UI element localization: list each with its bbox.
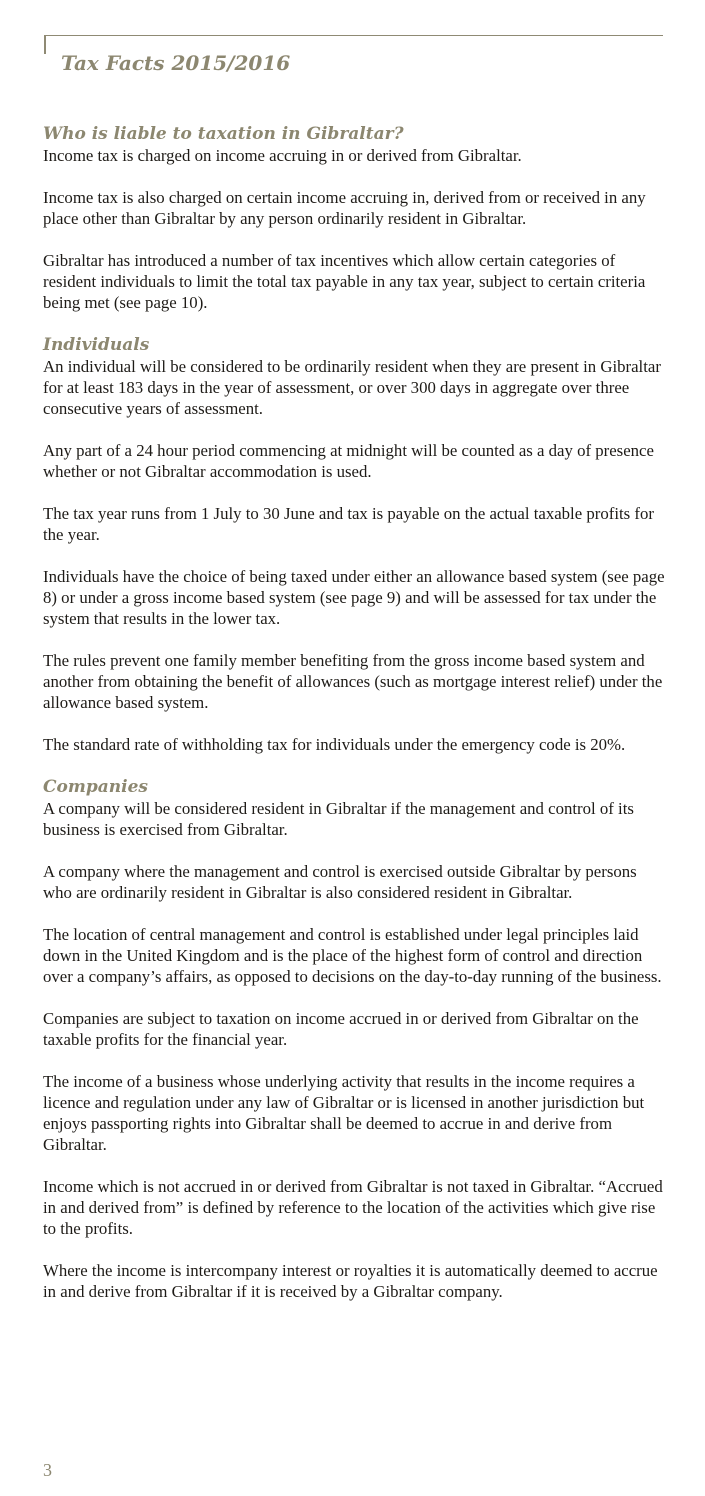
- paragraph: The standard rate of withholding tax for individuals under the emergency code is 20%.: [43, 735, 626, 754]
- paragraph: The location of central management and control is established under legal principles laid down in the United Kingdom and is the place of the highest form of control and direction over a company’s affairs, as opposed to decisions on the day-to-day running of the business.: [43, 925, 662, 986]
- paragraph: Income tax is also charged on certain income accruing in, derived from or received in any place other than Gibraltar by any person ordinarily resident in Gibraltar.: [43, 188, 646, 228]
- header-rule: [44, 35, 663, 36]
- section-individuals: [43, 334, 667, 755]
- paragraph: An individual will be considered to be ordinarily resident when they are present in Gibraltar for at least 183 days in the year of assessment, or over 300 days in aggregate over three consecutive years of assessment.: [43, 357, 661, 418]
- paragraph: The tax year runs from 1 July to 30 June and tax is payable on the actual taxable profits for the year.: [43, 504, 654, 544]
- section-liability: [43, 123, 667, 313]
- section-companies: [43, 776, 667, 1302]
- paragraph: Income which is not accrued in or derived from Gibraltar is not taxed in Gibraltar. “Accrued in and derived from” is defined by reference to the location of the activities which give rise to the profits.: [43, 1177, 663, 1238]
- paragraph: Companies are subject to taxation on income accrued in or derived from Gibraltar on the taxable profits for the financial year.: [43, 1009, 639, 1049]
- paragraph: Where the income is intercompany interest or royalties it is automatically deemed to accrue in and derive from Gibraltar if it is received by a Gibraltar company.: [43, 1261, 658, 1301]
- page-number: 3: [43, 1460, 52, 1480]
- paragraph: A company where the management and control is exercised outside Gibraltar by persons who are ordinarily resident in Gibraltar is also considered resident in Gibraltar.: [43, 862, 637, 902]
- section-heading: Who is liable to taxation in Gibraltar?: [43, 124, 404, 144]
- section-heading: Individuals: [43, 335, 150, 355]
- section-heading: Companies: [43, 777, 148, 797]
- paragraph: Income tax is charged on income accruing in or derived from Gibraltar.: [43, 146, 522, 165]
- header-corner-mark: [44, 35, 46, 54]
- paragraph: The rules prevent one family member benefiting from the gross income based system and another from obtaining the benefit of allowances (such as mortgage interest relief) under the allowance based system.: [43, 651, 663, 712]
- paragraph: A company will be considered resident in Gibraltar if the management and control of its business is exercised from Gibraltar.: [43, 799, 634, 839]
- document-body: [43, 123, 667, 1323]
- paragraph: Any part of a 24 hour period commencing at midnight will be counted as a day of presence whether or not Gibraltar accommodation is used.: [43, 441, 654, 481]
- paragraph: Gibraltar has introduced a number of tax incentives which allow certain categories of resident individuals to limit the total tax payable in any tax year, subject to certain criteria being met (see page 10).: [43, 251, 646, 312]
- paragraph: The income of a business whose underlying activity that results in the income requires a licence and regulation under any law of Gibraltar or is licensed in another jurisdiction but enjoys passporting rights into Gibraltar shall be deemed to accrue in and derive from Gibraltar.: [43, 1072, 645, 1154]
- paragraph: Individuals have the choice of being taxed under either an allowance based system (see page 8) or under a gross income based system (see page 9) and will be assessed for tax under the system that results in the lower tax.: [43, 567, 665, 628]
- document-title: Tax Facts 2015/2016: [61, 51, 291, 75]
